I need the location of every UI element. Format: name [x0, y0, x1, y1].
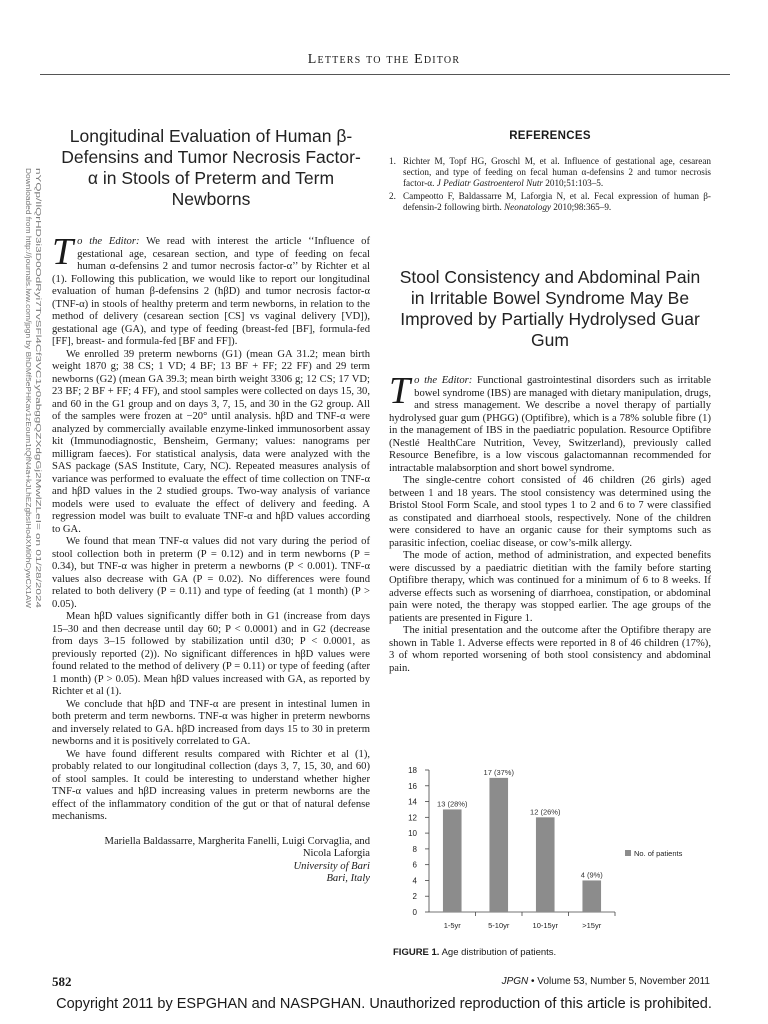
letter-1-body: [52, 231, 371, 824]
reference-item: [389, 191, 711, 213]
affiliation: Bari, Italy: [326, 873, 370, 884]
data-label: 4 (9%): [580, 870, 603, 880]
y-tick-label: 8: [412, 844, 417, 854]
letter-2-paragraph: The initial presentation and the outcome after the Optifibre therapy are shown in Table 1. Adverse effects were reported in 8 of 46 children (17%), 3 of whom reported worsening of both stool consistency and abdominal pain.: [389, 625, 711, 674]
reference-text: Richter M, Topf HG, Groschl M, et al. Influence of gestational age, cesarean section, and type of feeding on fecal human α-defensins 2 and tumor necrosis factor-α.: [403, 156, 711, 188]
letter-2-paragraph: The mode of action, method of administration, and expected benefits were discussed by a paediatric dietitian with the family before starting Optifibre therapy, which was continued for a minimum of 6 to 8 weeks. If adverse effects such as worsening of diarrhoea, constipation, or abdominal pain were noted, the therapy was stopped earlier. The age groups of the patients are presented in Figure 1.: [389, 550, 711, 624]
journal-footer: [502, 976, 710, 987]
letter-1-paragraph: We enrolled 39 preterm newborns (G1) (mean GA 31.2; mean birth weight 1870 g; 38 CS; 1 VD; 4 BF; 13 BF + FF; 22 FF) and 29 term newborns (G2) (mean GA 39.3; mean birth weight 3306 g; 12 CS; 17 VD; 23 BF; 2 BF + FF; 4 FF), and stool samples were collected on days 15, 30, and 60 in the G1 group and on days 3, 7, 15, and 30 in the G2 group. All of the samples were frozen at −20° until analysis. hβD and TNF-α were analyzed by commercially available enzyme-linked immunosorbent assay kit (Immunodiagnostic, Bensheim, Germany; values: nanograms per milligram faeces). For statistical analysis, data were analyzed with the SAS package (SAS Institute, Cary, NC). Repeated measures analysis of variance was performed to evaluate the effect of time collection on TNF-α and hβD values in the 2 studied groups. Two-way analysis of variance models were used to evaluate the effect of delivery and feeding. A regression model was built to evaluate TNF-α and hβD values according to GA.: [52, 348, 370, 535]
y-tick-label: 0: [412, 908, 417, 917]
data-label: 12 (26%): [530, 807, 561, 817]
page-number: 582: [52, 974, 72, 989]
legend-label: No. of patients: [634, 849, 683, 858]
letter-1-signature: [52, 836, 370, 886]
letter-2-paragraph: The single-centre cohort consisted of 46 children (26 girls) aged between 1 and 18 years. The stool consistency was determined using the Bristol Stool Form Scale, and stool types 1 to 2 and 6 to 7 were classified as constipated and diarrhoeal stools, respectively. None of the children were considered to have an organic cause for their symptoms such as parasitic infection, coeliac disease, or cow’s-milk allergy.: [389, 475, 711, 549]
data-label: 13 (28%): [437, 799, 468, 809]
journal-name: JPGN: [501, 976, 529, 987]
reference-tail: 2010;98:365–9.: [551, 202, 612, 212]
reference-journal: J Pediatr Gastroenterol Nutr: [436, 178, 543, 188]
x-tick-label: >15yr: [582, 921, 602, 930]
letter-1-paragraph: We found that mean TNF-α values did not vary during the period of stool collection both in preterm (P = 0.12) and in term newborns (P = 0.34), but TNF-α was higher in preterm a newborns (P < 0.001). TNF-α values also decrease with GA (P = 0.02). No differences were found related to both delivery (P = 0.11) and type of feeding (at 1 month) (P > 0.05).: [52, 536, 370, 610]
y-tick-label: 10: [408, 829, 417, 839]
chart-bar: [536, 817, 555, 912]
y-tick-label: 4: [412, 876, 417, 886]
reference-tail: 2010;51:103–5.: [542, 178, 604, 188]
reference-item: [389, 156, 711, 189]
y-tick-label: 16: [408, 781, 417, 791]
letter-1-paragraph: Mean hβD values significantly differ both in G1 (increase from days 15–30 and then decrease until day 60; P < 0.0001) and in G2 (decrease from days 3–15 followed by stabilization until d30; P < 0.0001, as previously reported (2)). No significant differences in hβD values were found related to the method of delivery (P = 0.11) or type of feeding (after 1 month) (P > 0.05). Mean hβD values increased with GA, as reported by Richter et al (1).: [52, 611, 370, 697]
data-label: 17 (37%): [483, 767, 514, 777]
figure-1: [389, 758, 711, 958]
letter-2-paragraph: [389, 370, 711, 475]
reference-number: 1.: [389, 156, 396, 166]
authors-line: Nicola Laforgia: [302, 848, 370, 859]
figure-caption: [389, 947, 711, 958]
x-tick-label: 5-10yr: [488, 921, 510, 930]
running-header: Letters to the Editor: [307, 52, 461, 67]
figure-caption-text: Age distribution of patients.: [441, 947, 557, 958]
y-tick-label: 12: [408, 813, 417, 823]
header-rule: [40, 74, 730, 75]
reference-journal: Neonatology: [504, 202, 551, 212]
age-distribution-chart: [389, 758, 711, 936]
references-heading: REFERENCES: [509, 130, 591, 142]
y-tick-label: 18: [408, 766, 417, 775]
letter-1-column: [52, 120, 370, 886]
copyright-notice: Copyright 2011 by ESPGHAN and NASPGHAN. Unauthorized reproduction of this article is prohibited.: [56, 996, 712, 1012]
letter-1-salutation: o the Editor:: [77, 236, 140, 247]
download-watermark-line-2: nYQp/IlQrHD3i3D0OdRyi7TvSFl4Cf3VC1y0abggQZXdgGj2MwlZLeI= on 01/28/2024: [34, 168, 43, 454]
letter-2-title: Stool Consistency and Abdominal Pain in Irritable Bowel Syndrome May Be Improved by Partially Hydrolysed Guar Gum: [399, 267, 701, 350]
letter-2-paragraph-text: Functional gastrointestinal disorders such as irritable bowel syndrome (IBS) are managed with dietary manipulation, drugs, and stress management. We describe a novel therapy of partially hydrolysed guar gum (PHGG) (Optifibre), which is a 78% soluble fibre (1) in the management of IBS in the paediatric population. Resource Optifibre (Nestlé HealthCare Nutrition, Vevey, Switzerland), previously called Resource Benefibre, is a low viscous galactomannan recommended for intractable malabsorption and short bowel syndrome.: [389, 375, 711, 474]
chart-bar: [582, 880, 601, 912]
journal-issue: • Volume 53, Number 5, November 2011: [528, 976, 710, 987]
legend-swatch: [625, 850, 631, 856]
authors-line: Mariella Baldassarre, Margherita Fanelli, Luigi Corvaglia, and: [104, 835, 370, 847]
letter-2-dropcap: T: [389, 370, 411, 412]
x-tick-label: 10-15yr: [532, 921, 558, 930]
y-tick-label: 6: [412, 860, 417, 870]
letter-1-paragraph-text: We read with interest the article ‘‘Influence of gestational age, cesarean section, and type of feeding on fecal human α-defensins 2 and tumor necrosis factor-α’’ by Richter et al (1). Following this publication, we would like to report our longitudinal evaluation of human β-defensins 2 (hβD) and tumor necrosis factor-α (TNF-α) in stools of healthy preterm and term newborns, in relation to the method of delivery (cesarean section [CS] vs vaginal delivery [VD]), gestational age (GA), and type of feeding (breast-fed [BF], formula-fed [FF], breast- and formula-fed [BF and FF]).: [52, 236, 371, 347]
figure-caption-label: FIGURE 1.: [393, 947, 440, 958]
x-tick-label: 1-5yr: [443, 921, 461, 930]
reference-number: 2.: [389, 191, 396, 201]
chart-bar: [443, 809, 462, 912]
letter-1-title: Longitudinal Evaluation of Human β-Defensins and Tumor Necrosis Factor-α in Stools of Preterm and Term Newborns: [61, 126, 361, 209]
letter-1-paragraph: We conclude that hβD and TNF-α are present in intestinal lumen in both preterm and term newborns. TNF-α was higher in preterm newborns and inversely related to GA. hβD increased from days 15 to 30 in preterm newborns and it is positively correlated to GA.: [52, 698, 370, 747]
y-tick-label: 14: [408, 797, 417, 807]
references-list: [389, 156, 711, 213]
download-watermark: [6, 168, 48, 608]
letter-2-salutation: o the Editor:: [414, 375, 473, 386]
download-watermark-svg: [6, 168, 48, 608]
y-tick-label: 2: [412, 892, 417, 902]
letter-1-dropcap: T: [52, 231, 74, 273]
reference-text: Campeotto F, Baldassarre M, Laforgia N, et al. Fecal expression of human β-defensin-2 following birth.: [403, 191, 711, 212]
letter-2-body: [389, 370, 711, 675]
chart-bar: [489, 778, 508, 912]
letter-1-paragraph: We have found different results compared with Richter et al (1), probably related to our longitudinal collection (days 3, 7, 15, 30, and 60) of stool samples. It could be interesting to understand whether higher TNF-α values and hβD increasing values in preterm newborns are the effect of the inflammatory condition of the gut or that of natural defense mechanisms.: [52, 748, 370, 822]
letter-1-paragraph: [52, 231, 371, 349]
download-watermark-line-1: Downloaded from http://journals.lww.com/jpgn by BhDMf5ePHKav1zEoum1tQfN4a+kJLhEZgbsIHo4XMi0hCywCX1AW: [24, 168, 33, 568]
right-column: [389, 120, 711, 675]
affiliation: University of Bari: [293, 860, 370, 872]
